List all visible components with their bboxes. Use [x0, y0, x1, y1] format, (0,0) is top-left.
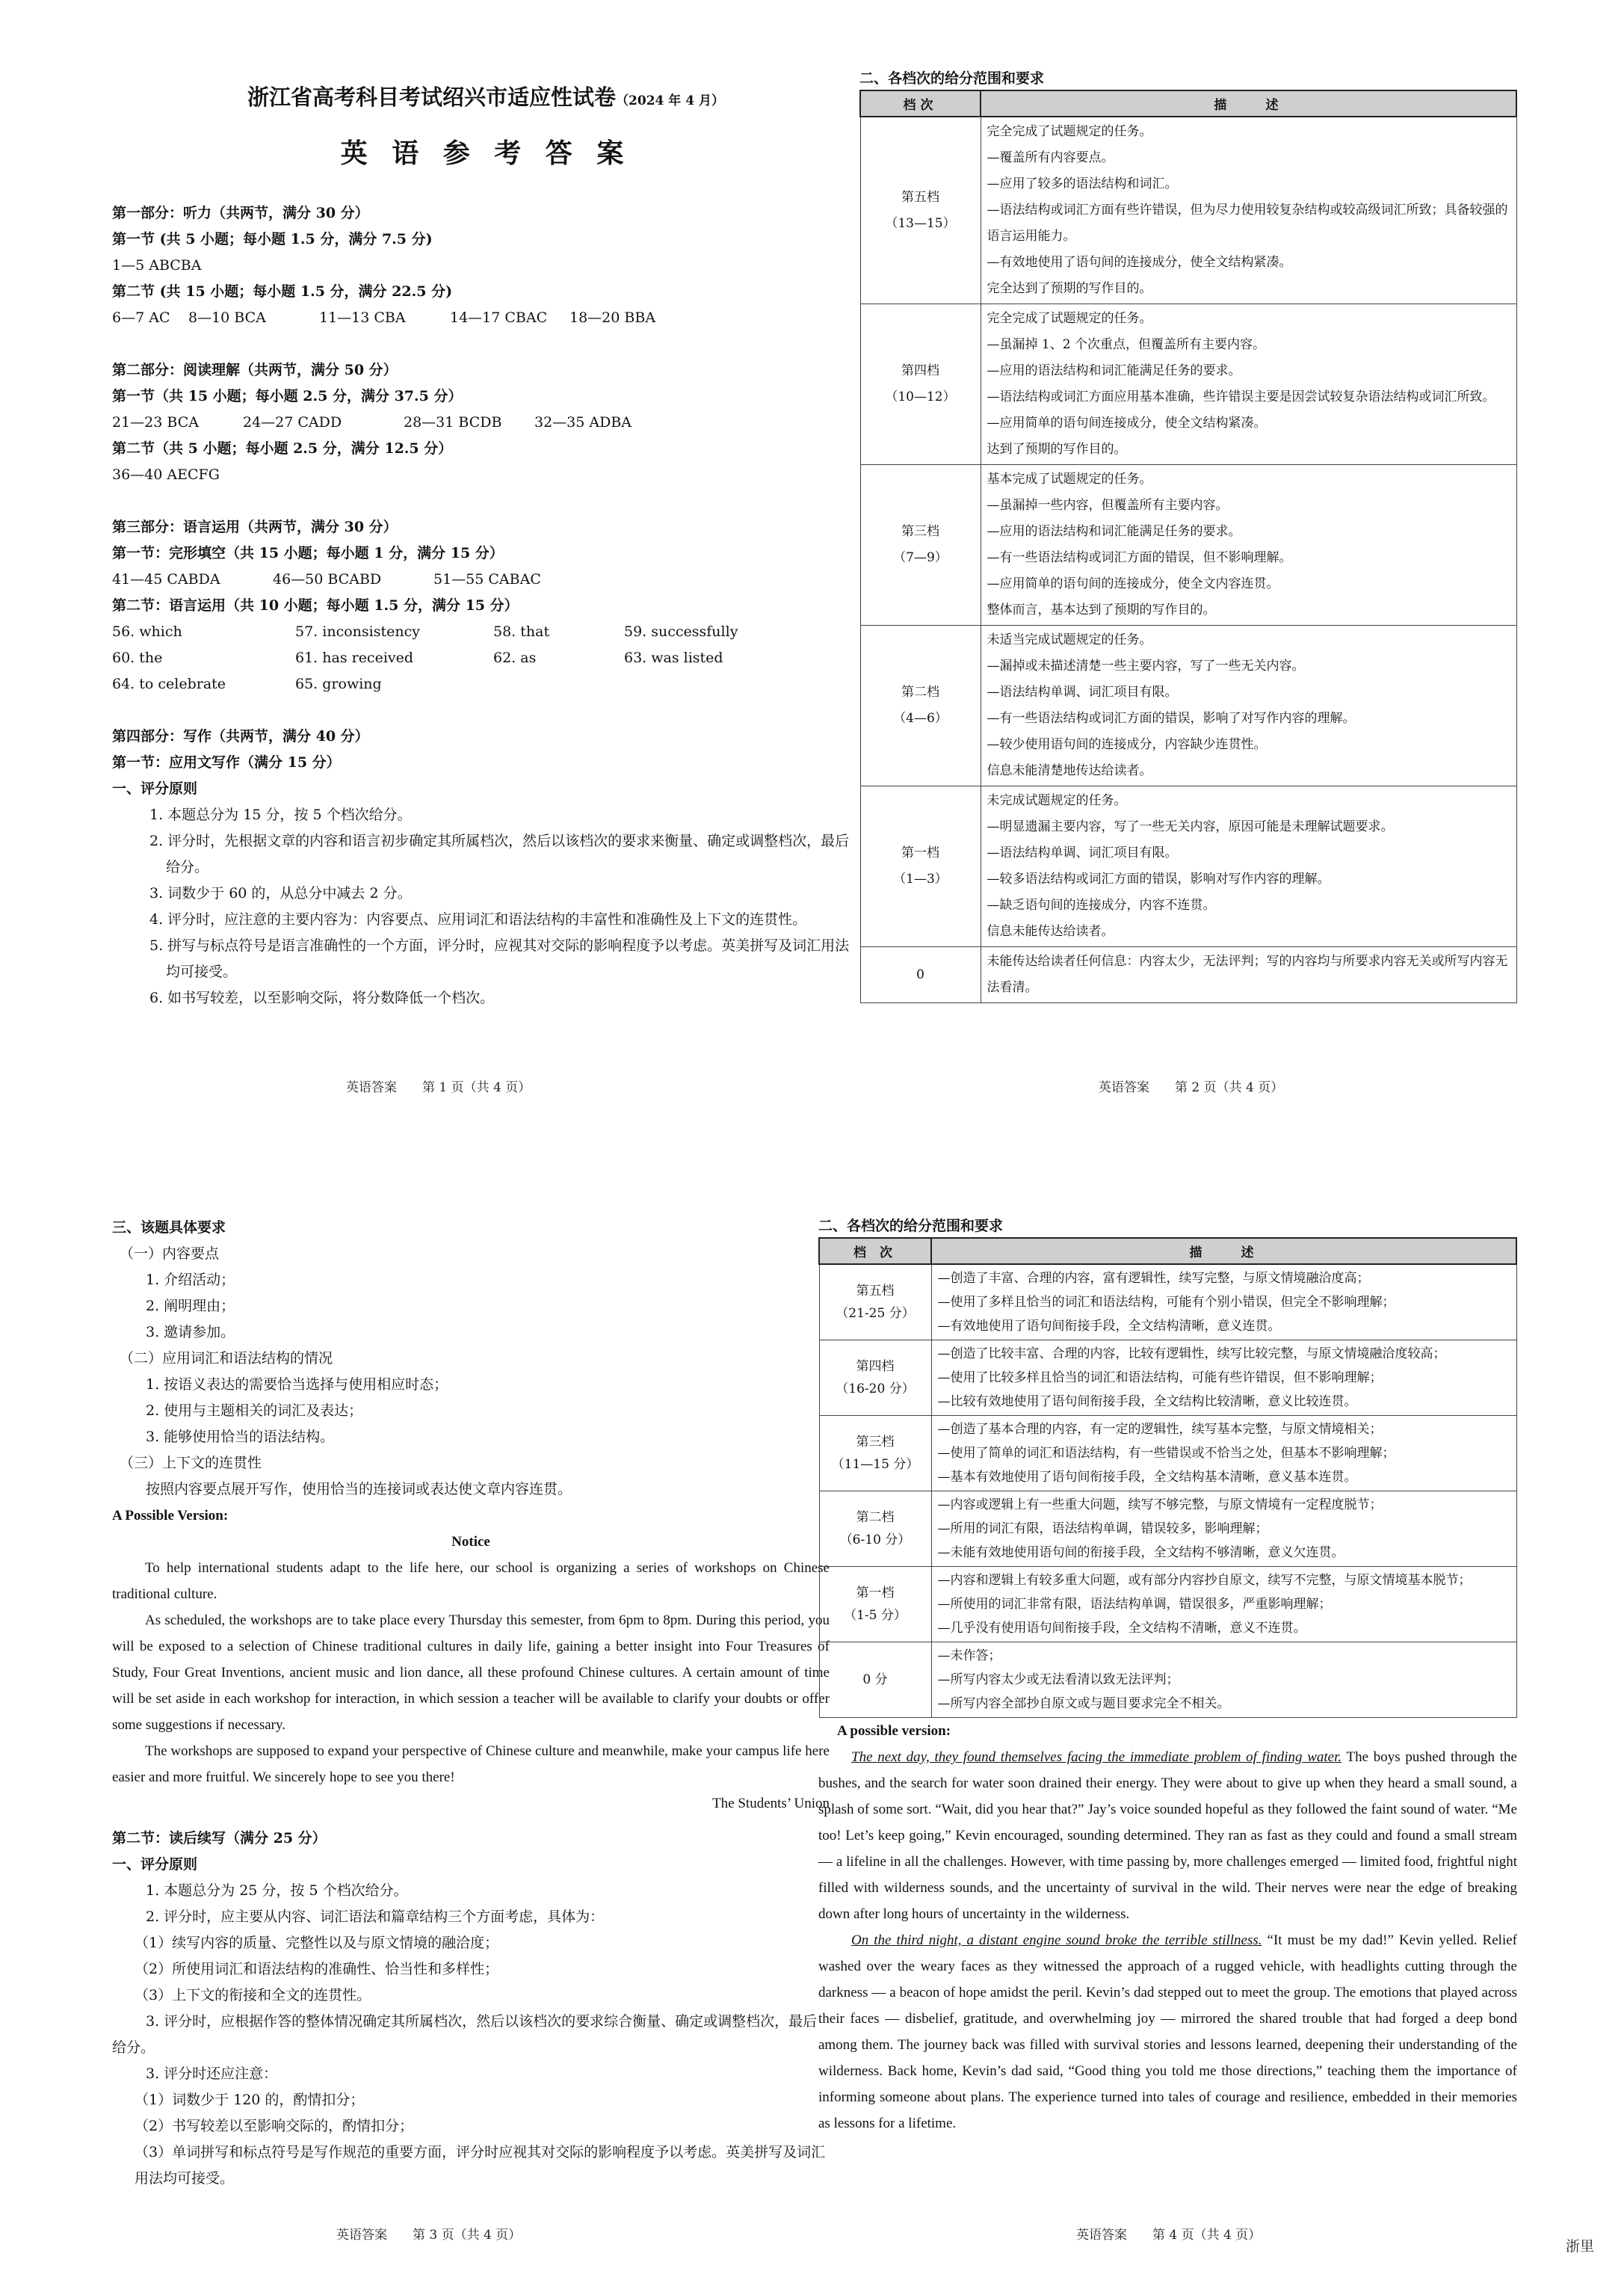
signature: The Students’ Union: [712, 1796, 830, 1811]
corner-mark: 浙里: [1566, 2238, 1595, 2255]
principle-item: 2. 评分时，先根据文章的内容和语言初步确定其所属档次，然后以该档次的要求来衡量、确定或调整档次，最后给分。: [149, 833, 850, 875]
part4-title: 第四部分：写作（共两节，满分 40 分）: [112, 728, 369, 745]
part3-section2-row1: 56. which 57. inconsistency 58. that 59. successfully: [112, 623, 738, 640]
table-row: 第五档 （21-25 分） —创造了丰富、合理的内容，富有逻辑性，续写完整，与原文情境融洽度高； —使用了多样且恰当的词汇和语法结构，可能有个别小错误，但完全不影响理解； —有效地使用了语句间衔接手段，全文结构清晰，意义连贯。: [819, 1264, 1516, 1340]
list-item: （1）词数少于 120 的，酌情扣分；: [135, 2092, 365, 2108]
table-row: 第四档 （10—12） 完全完成了试题规定的任务。 —虽漏掉 1、2 个次重点，但覆盖所有主要内容。 —应用的语法结构和词汇能满足任务的要求。 —语法结构或词汇方面应用基本准确，些许错误主要是因尝试较复杂语法结构或词汇所致。 —应用简单的语句间连接成分，使全文结构紧凑。 达到了预期的写作目的。: [860, 304, 1516, 465]
list-item: （3）单词拼写和标点符号是写作规范的重要方面，评分时应视其对交际的影响程度予以考虑。英美拼写及词汇用法均可接受。: [135, 2144, 826, 2187]
col-level: 档次: [860, 90, 981, 117]
list-item: 1. 按语义表达的需要恰当选择与使用相应时态；: [146, 1376, 448, 1393]
table-row: 第二档 （6-10 分） —内容或逻辑上有一些重大问题，续写不够完整，与原文情境有一定程度脱节； —所用的词汇有限，语法结构单调，错误较多，影响理解； —未能有效地使用语句间的衔接手段，全文结构不够清晰，意义欠连贯。: [819, 1491, 1516, 1567]
list-item: 3. 评分时还应注意：: [146, 2066, 278, 2082]
part2-title: 第二部分：阅读理解（共两节，满分 50 分）: [112, 362, 398, 378]
part1-section1-title: 第一节 (共 5 小题；每小题 1.5 分，满分 7.5 分): [112, 231, 433, 247]
principle-item: 1. 本题总分为 15 分，按 5 个档次给分。: [149, 807, 412, 823]
paragraph: The workshops are supposed to expand your perspective of Chinese culture and meanwhile, make your campus life here easier and more fruitful. We sincerely hope to see you there!: [112, 1743, 830, 1785]
coherence-text: 按照内容要点展开写作，使用恰当的连接词或表达使文章内容连贯。: [146, 1481, 572, 1497]
col-description: 描 述: [931, 1238, 1516, 1264]
table-row: 第一档 （1-5 分） —内容和逻辑上有较多重大问题，或有部分内容抄自原文，续写不完整，与原文情境基本脱节； —所使用的词汇非常有限，语法结构单调，错误很多，严重影响理解； —几乎没有使用语句间衔接手段，全文结构不清晰，意义不连贯。: [819, 1567, 1516, 1642]
paragraph: To help international students adapt to the life here, our school is organizing a series of workshops on Chinese traditional culture.: [112, 1560, 830, 1602]
notice-essay: [112, 1529, 830, 1817]
table-row: 第三档 （7—9） 基本完成了试题规定的任务。 —虽漏掉一些内容，但覆盖所有主要内容。 —应用的语法结构和词汇能满足任务的要求。 —有一些语法结构或词汇方面的错误，但不影响理解。 —应用简单的语句间的连接成分，使全文内容连贯。 整体而言，基本达到了预期的写作目的。: [860, 465, 1516, 626]
part3-section1-title: 第一节：完形填空（共 15 小题；每小题 1 分，满分 15 分）: [112, 545, 504, 561]
list-item: （2）所使用词汇和语法结构的准确性、恰当性和多样性；: [135, 1961, 499, 1977]
table-row: 第五档 （13—15） 完全完成了试题规定的任务。 —覆盖所有内容要点。 —应用了较多的语法结构和词汇。 —语法结构或词汇方面有些许错误，但为尽力使用较复杂结构或较高级词汇所致；具备较强的语言运用能力。 —有效地使用了语句间的连接成分，使全文结构紧凑。 完全达到了预期的写作目的。: [860, 117, 1516, 304]
table-row: 第一档 （1—3） 未完成试题规定的任务。 —明显遗漏主要内容，写了一些无关内容，原因可能是未理解试题要求。 —语法结构单调、词汇项目有限。 —较多语法结构或词汇方面的错误，影响对写作内容的理解。 —缺乏语句间的连接成分，内容不连贯。 信息未能传达给读者。: [860, 786, 1516, 947]
table-row: 0 未能传达给读者任何信息：内容太少，无法评判；写的内容均与所要求内容无关或所写内容无法看清。: [860, 947, 1516, 1003]
page-2-footer: 英语答案 第 2 页（共 4 页）: [1099, 1080, 1284, 1095]
list-item: 2. 阐明理由；: [146, 1298, 235, 1314]
part3-title: 第三部分：语言运用（共两节，满分 30 分）: [112, 519, 398, 535]
page-2: [859, 67, 1517, 1003]
list-item: （1）续写内容的质量、完整性以及与原文情境的融洽度；: [135, 1935, 499, 1951]
table-row: 第三档 （11—15 分） —创造了基本合理的内容，有一定的逻辑性，续写基本完整，与原文情境相关； —使用了简单的词汇和语法结构，有一些错误或不恰当之处，但基本不影响理解； —基本有效地使用了语句间衔接手段，全文结构基本清晰，意义基本连贯。: [819, 1416, 1516, 1491]
list-item: （2）书写较差以至影响交际的，酌情扣分；: [135, 2118, 414, 2134]
rubric-table-continuation: [818, 1237, 1517, 1718]
part4-section1-title: 第一节：应用文写作（满分 15 分）: [112, 754, 341, 771]
part2-section1-title: 第一节（共 15 小题；每小题 2.5 分，满分 37.5 分）: [112, 388, 463, 404]
page-3-footer: 英语答案 第 3 页（共 4 页）: [336, 2228, 522, 2243]
story-essay: [818, 1744, 1517, 2137]
list-item: 3. 能够使用恰当的语法结构。: [146, 1429, 335, 1445]
col-level: 档 次: [819, 1238, 931, 1264]
part3-section2-row3: 64. to celebrate 65. growing: [112, 676, 382, 692]
page-3: [112, 1215, 830, 2192]
paragraph: As scheduled, the workshops are to take place every Thursday this semester, from 6pm to 8pm. During this period, you will be exposed to a selection of Chinese traditional cultures in daily life, gaining a better insight into Four Treasures of Study, Four Great Inventions, ancient music and lion dance, all these profound Chinese cultures. A certain amount of time will be set aside in each workshop for interaction, in which session a teacher will be available to clarify your doubts or offer some suggestions if necessary.: [112, 1612, 830, 1733]
list-item: 1. 本题总分为 25 分，按 5 个档次给分。: [146, 1882, 408, 1899]
scoring-principles-title: 一、评分原则: [112, 780, 198, 797]
list-item: 3. 评分时，应根据作答的整体情况确定其所属档次，然后以该档次的要求综合衡量、确定或调整档次，最后给分。: [112, 2013, 818, 2056]
exam-title: 浙江省高考科目考试绍兴市适应性试卷（2024 年 4 月）: [247, 84, 724, 110]
page-2-heading: 二、各档次的给分范围和要求: [859, 70, 1045, 87]
list-item: 2. 使用与主题相关的词汇及表达；: [146, 1402, 363, 1419]
principle-item: 3. 词数少于 60 的，从总分中减去 2 分。: [149, 885, 412, 902]
part3-section2-row2: 60. the 61. has received 62. as 63. was listed: [112, 650, 723, 666]
page-1: [112, 67, 859, 1011]
possible-version-label: A possible version:: [837, 1723, 951, 1739]
vocab-grammar-title: （二）应用词汇和语法结构的情况: [120, 1350, 333, 1367]
principle-item: 5. 拼写与标点符号是语言准确性的一个方面，评分时，应视其对交际的影响程度予以考虑。英美拼写及词汇用法均可接受。: [149, 937, 850, 980]
list-item: 3. 邀请参加。: [146, 1324, 235, 1340]
possible-version-label: A Possible Version:: [112, 1508, 229, 1524]
scoring-principles-title: 一、评分原则: [112, 1856, 198, 1873]
continuation-writing-title: 第二节：读后续写（满分 25 分）: [112, 1830, 327, 1846]
notice-title: Notice: [451, 1534, 490, 1550]
part1-title: 第一部分：听力（共两节，满分 30 分）: [112, 205, 369, 221]
col-description: 描 述: [981, 90, 1516, 117]
paragraph: The next day, they found themselves facing the immediate problem of finding water. The boys pushed through the bushes, and the search for water soon drained their energy. They were about to give up when they heard a small sound, a splash of some sort. “Wait, did you hear that?” Jay’s voice sounded hopeful as they followed the faint sound of water. “Me too! Let’s keep going,” Kevin encouraged, sounding determined. They ran as fast as they could and found a small stream — a lifeline in all the challenges. However, with time passing by, more challenges emerged — limited food, frightful night filled with wilderness sounds, and the uncertainty of survival in the wild. Their nerves were near the edge of breaking down after long hours of uncertainty in the wilderness.: [818, 1749, 1517, 1922]
part3-section2-title: 第二节：语言运用（共 10 小题；每小题 1.5 分，满分 15 分）: [112, 597, 519, 614]
coherence-title: （三）上下文的连贯性: [120, 1455, 262, 1471]
table-row: 第四档 （16-20 分） —创造了比较丰富、合理的内容，比较有逻辑性，续写比较完整，与原文情境融洽度较高； —使用了比较多样且恰当的词汇和语法结构，可能有些许错误，但不影响理解； —比较有效地使用了语句间衔接手段，全文结构比较清晰，意义比较连贯。: [819, 1340, 1516, 1416]
page-4: [818, 1215, 1517, 2137]
part2-section2-answers: 36—40 AECFG: [112, 466, 220, 483]
list-item: 1. 介绍活动；: [146, 1272, 235, 1288]
list-item: 2. 评分时，应主要从内容、词汇语法和篇章结构三个方面考虑，具体为：: [146, 1909, 605, 1925]
page-1-footer: 英语答案 第 1 页（共 4 页）: [346, 1080, 531, 1095]
table-row: 0 分 —未作答； —所写内容太少或无法看清以致无法评判； —所写内容全部抄自原文或与题目要求完全不相关。: [819, 1642, 1516, 1718]
part2-section2-title: 第二节（共 5 小题；每小题 2.5 分，满分 12.5 分）: [112, 440, 453, 457]
part1-section2-answers: 6—7 AC 8—10 BCA 11—13 CBA 14—17 CBAC 18—20 BBA: [112, 309, 656, 326]
part1-section2-title: 第二节 (共 15 小题；每小题 1.5 分，满分 22.5 分): [112, 283, 453, 300]
list-item: （3）上下文的衔接和全文的连贯性。: [135, 1987, 371, 2003]
table-row: 第二档 （4—6） 未适当完成试题规定的任务。 —漏掉或未描述清楚一些主要内容，写了一些无关内容。 —语法结构单调、词汇项目有限。 —有一些语法结构或词汇方面的错误，影响了对写作内容的理解。 —较少使用语句间的连接成分，内容缺少连贯性。 信息未能清楚地传达给读者。: [860, 626, 1516, 786]
content-points-title: （一）内容要点: [120, 1245, 220, 1262]
rubric-table-applied-writing: [859, 90, 1517, 1003]
page-3-heading: 三、该题具体要求: [112, 1219, 226, 1236]
paragraph: On the third night, a distant engine sound broke the terrible stillness. “It must be my dad!” Kevin yelled. Relief washed over the weary faces as they witnessed the approach of a rugged vehicle, with headlights cutting through the darkness — a beacon of hope amidst the peril. Kevin’s dad stepped out to meet the group. The emotions that played across their faces — disbelief, gratitude, and overwhelming joy — mirrored the shared trouble that had forged a deep bond among them. The journey back was filled with survival stories and lessons learned, deepening their understanding of the wilderness. Back home, Kevin’s dad said, “Good thing you told me those directions,” teaching them the importance of informing someone about plans. The experience turned into tales of courage and resilience, embedded in their memories as lessons for a lifetime.: [818, 1932, 1517, 2131]
part1-section1-answers: 1—5 ABCBA: [112, 257, 202, 274]
answer-key-title: 英 语 参 考 答 案: [340, 138, 632, 169]
principle-item: 6. 如书写较差，以至影响交际，将分数降低一个档次。: [149, 990, 495, 1006]
part2-section1-answers: 21—23 BCA 24—27 CADD 28—31 BCDB 32—35 ADBA: [112, 414, 632, 431]
page-4-heading: 二、各档次的给分范围和要求: [818, 1218, 1004, 1234]
page-4-footer: 英语答案 第 4 页（共 4 页）: [1076, 2228, 1262, 2243]
principle-item: 4. 评分时，应注意的主要内容为：内容要点、应用词汇和语法结构的丰富性和准确性及上下文的连贯性。: [149, 911, 807, 928]
part3-section1-answers: 41—45 CABDA 46—50 BCABD 51—55 CABAC: [112, 571, 541, 588]
